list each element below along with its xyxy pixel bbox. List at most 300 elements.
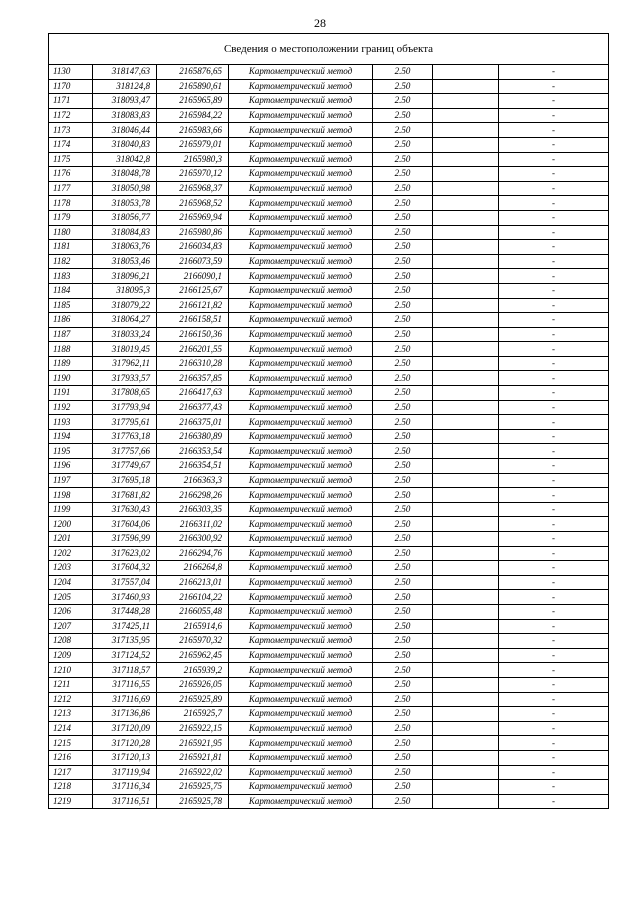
y-coordinate-cell: 2166357,85 <box>157 371 229 386</box>
point-number-cell: 1198 <box>49 488 93 503</box>
point-number-cell: 1200 <box>49 517 93 532</box>
error-cell: 2.50 <box>373 65 433 80</box>
point-number-cell: 1188 <box>49 342 93 357</box>
error-cell: 2.50 <box>373 517 433 532</box>
x-coordinate-cell: 318079,22 <box>93 298 157 313</box>
table-row <box>49 327 609 342</box>
x-coordinate-cell: 318147,63 <box>93 65 157 80</box>
description-cell <box>433 429 499 444</box>
table-row <box>49 721 609 736</box>
extra-cell: - <box>499 736 609 751</box>
error-cell: 2.50 <box>373 459 433 474</box>
y-coordinate-cell: 2165925,78 <box>157 794 229 809</box>
method-cell: Картометрический метод <box>229 79 373 94</box>
x-coordinate-cell: 317124,52 <box>93 648 157 663</box>
y-coordinate-cell: 2165922,15 <box>157 721 229 736</box>
extra-cell: - <box>499 590 609 605</box>
point-number-cell: 1205 <box>49 590 93 605</box>
table-row <box>49 663 609 678</box>
extra-cell: - <box>499 575 609 590</box>
method-cell: Картометрический метод <box>229 298 373 313</box>
y-coordinate-cell: 2165968,52 <box>157 196 229 211</box>
point-number-cell: 1173 <box>49 123 93 138</box>
x-coordinate-cell: 318084,83 <box>93 225 157 240</box>
method-cell: Картометрический метод <box>229 473 373 488</box>
error-cell: 2.50 <box>373 196 433 211</box>
extra-cell: - <box>499 313 609 328</box>
error-cell: 2.50 <box>373 794 433 809</box>
error-cell: 2.50 <box>373 604 433 619</box>
x-coordinate-cell: 317604,32 <box>93 561 157 576</box>
description-cell <box>433 561 499 576</box>
method-cell: Картометрический метод <box>229 167 373 182</box>
method-cell: Картометрический метод <box>229 415 373 430</box>
error-cell: 2.50 <box>373 400 433 415</box>
point-number-cell: 1194 <box>49 429 93 444</box>
description-cell <box>433 459 499 474</box>
table-row <box>49 123 609 138</box>
y-coordinate-cell: 2166201,55 <box>157 342 229 357</box>
error-cell: 2.50 <box>373 152 433 167</box>
extra-cell: - <box>499 648 609 663</box>
error-cell: 2.50 <box>373 546 433 561</box>
method-cell: Картометрический метод <box>229 386 373 401</box>
error-cell: 2.50 <box>373 108 433 123</box>
table-row <box>49 444 609 459</box>
x-coordinate-cell: 317630,43 <box>93 502 157 517</box>
point-number-cell: 1201 <box>49 532 93 547</box>
point-number-cell: 1214 <box>49 721 93 736</box>
table-row <box>49 707 609 722</box>
y-coordinate-cell: 2166213,01 <box>157 575 229 590</box>
point-number-cell: 1206 <box>49 604 93 619</box>
description-cell <box>433 65 499 80</box>
method-cell: Картометрический метод <box>229 634 373 649</box>
y-coordinate-cell: 2166353,54 <box>157 444 229 459</box>
method-cell: Картометрический метод <box>229 371 373 386</box>
table-row <box>49 356 609 371</box>
error-cell: 2.50 <box>373 181 433 196</box>
description-cell <box>433 604 499 619</box>
error-cell: 2.50 <box>373 532 433 547</box>
y-coordinate-cell: 2166310,28 <box>157 356 229 371</box>
extra-cell: - <box>499 459 609 474</box>
error-cell: 2.50 <box>373 313 433 328</box>
extra-cell: - <box>499 210 609 225</box>
description-cell <box>433 210 499 225</box>
description-cell <box>433 313 499 328</box>
table-row <box>49 473 609 488</box>
table-row <box>49 298 609 313</box>
table-row <box>49 648 609 663</box>
point-number-cell: 1171 <box>49 94 93 109</box>
description-cell <box>433 108 499 123</box>
table-row <box>49 167 609 182</box>
extra-cell: - <box>499 283 609 298</box>
y-coordinate-cell: 2166034,83 <box>157 240 229 255</box>
table-row <box>49 400 609 415</box>
point-number-cell: 1184 <box>49 283 93 298</box>
point-number-cell: 1185 <box>49 298 93 313</box>
extra-cell: - <box>499 619 609 634</box>
x-coordinate-cell: 317962,11 <box>93 356 157 371</box>
table-row <box>49 532 609 547</box>
description-cell <box>433 79 499 94</box>
point-number-cell: 1218 <box>49 780 93 795</box>
point-number-cell: 1219 <box>49 794 93 809</box>
error-cell: 2.50 <box>373 721 433 736</box>
description-cell <box>433 415 499 430</box>
description-cell <box>433 707 499 722</box>
table-row <box>49 765 609 780</box>
error-cell: 2.50 <box>373 327 433 342</box>
x-coordinate-cell: 317604,06 <box>93 517 157 532</box>
table-body <box>49 34 609 809</box>
y-coordinate-cell: 2166363,3 <box>157 473 229 488</box>
description-cell <box>433 181 499 196</box>
point-number-cell: 1193 <box>49 415 93 430</box>
method-cell: Картометрический метод <box>229 400 373 415</box>
extra-cell: - <box>499 692 609 707</box>
table-row <box>49 240 609 255</box>
extra-cell: - <box>499 415 609 430</box>
description-cell <box>433 502 499 517</box>
x-coordinate-cell: 318033,24 <box>93 327 157 342</box>
point-number-cell: 1213 <box>49 707 93 722</box>
table-row <box>49 181 609 196</box>
error-cell: 2.50 <box>373 736 433 751</box>
x-coordinate-cell: 317425,11 <box>93 619 157 634</box>
table-row <box>49 342 609 357</box>
error-cell: 2.50 <box>373 488 433 503</box>
table-row <box>49 415 609 430</box>
extra-cell: - <box>499 386 609 401</box>
table-row <box>49 677 609 692</box>
y-coordinate-cell: 2165965,89 <box>157 94 229 109</box>
method-cell: Картометрический метод <box>229 561 373 576</box>
table-row <box>49 94 609 109</box>
x-coordinate-cell: 317120,09 <box>93 721 157 736</box>
method-cell: Картометрический метод <box>229 283 373 298</box>
description-cell <box>433 532 499 547</box>
point-number-cell: 1217 <box>49 765 93 780</box>
y-coordinate-cell: 2166055,48 <box>157 604 229 619</box>
x-coordinate-cell: 317757,66 <box>93 444 157 459</box>
y-coordinate-cell: 2166354,51 <box>157 459 229 474</box>
error-cell: 2.50 <box>373 780 433 795</box>
table-row <box>49 590 609 605</box>
error-cell: 2.50 <box>373 590 433 605</box>
error-cell: 2.50 <box>373 561 433 576</box>
x-coordinate-cell: 317116,55 <box>93 677 157 692</box>
y-coordinate-cell: 2166311,02 <box>157 517 229 532</box>
y-coordinate-cell: 2165962,45 <box>157 648 229 663</box>
x-coordinate-cell: 318093,47 <box>93 94 157 109</box>
extra-cell: - <box>499 546 609 561</box>
description-cell <box>433 794 499 809</box>
method-cell: Картометрический метод <box>229 269 373 284</box>
x-coordinate-cell: 317116,69 <box>93 692 157 707</box>
error-cell: 2.50 <box>373 254 433 269</box>
method-cell: Картометрический метод <box>229 356 373 371</box>
point-number-cell: 1209 <box>49 648 93 663</box>
description-cell <box>433 736 499 751</box>
x-coordinate-cell: 317749,67 <box>93 459 157 474</box>
table-row <box>49 502 609 517</box>
description-cell <box>433 225 499 240</box>
extra-cell: - <box>499 181 609 196</box>
extra-cell: - <box>499 634 609 649</box>
y-coordinate-cell: 2166294,76 <box>157 546 229 561</box>
y-coordinate-cell: 2165890,61 <box>157 79 229 94</box>
method-cell: Картометрический метод <box>229 794 373 809</box>
point-number-cell: 1216 <box>49 750 93 765</box>
table-row <box>49 196 609 211</box>
method-cell: Картометрический метод <box>229 546 373 561</box>
extra-cell: - <box>499 79 609 94</box>
error-cell: 2.50 <box>373 371 433 386</box>
point-number-cell: 1192 <box>49 400 93 415</box>
description-cell <box>433 780 499 795</box>
point-number-cell: 1176 <box>49 167 93 182</box>
table-title-row <box>49 34 609 65</box>
description-cell <box>433 283 499 298</box>
method-cell: Картометрический метод <box>229 94 373 109</box>
extra-cell: - <box>499 707 609 722</box>
extra-cell: - <box>499 502 609 517</box>
table-row <box>49 619 609 634</box>
method-cell: Картометрический метод <box>229 444 373 459</box>
x-coordinate-cell: 318056,77 <box>93 210 157 225</box>
y-coordinate-cell: 2165921,81 <box>157 750 229 765</box>
table-row <box>49 65 609 80</box>
error-cell: 2.50 <box>373 269 433 284</box>
error-cell: 2.50 <box>373 648 433 663</box>
method-cell: Картометрический метод <box>229 327 373 342</box>
error-cell: 2.50 <box>373 342 433 357</box>
table-row <box>49 575 609 590</box>
error-cell: 2.50 <box>373 677 433 692</box>
point-number-cell: 1189 <box>49 356 93 371</box>
x-coordinate-cell: 317136,86 <box>93 707 157 722</box>
extra-cell: - <box>499 137 609 152</box>
method-cell: Картометрический метод <box>229 517 373 532</box>
description-cell <box>433 473 499 488</box>
y-coordinate-cell: 2166377,43 <box>157 400 229 415</box>
point-number-cell: 1179 <box>49 210 93 225</box>
table-row <box>49 634 609 649</box>
description-cell <box>433 254 499 269</box>
x-coordinate-cell: 317460,93 <box>93 590 157 605</box>
method-cell: Картометрический метод <box>229 459 373 474</box>
error-cell: 2.50 <box>373 707 433 722</box>
method-cell: Картометрический метод <box>229 65 373 80</box>
point-number-cell: 1181 <box>49 240 93 255</box>
table-row <box>49 546 609 561</box>
table-row <box>49 750 609 765</box>
x-coordinate-cell: 317808,65 <box>93 386 157 401</box>
method-cell: Картометрический метод <box>229 210 373 225</box>
y-coordinate-cell: 2165926,05 <box>157 677 229 692</box>
error-cell: 2.50 <box>373 283 433 298</box>
point-number-cell: 1170 <box>49 79 93 94</box>
method-cell: Картометрический метод <box>229 780 373 795</box>
method-cell: Картометрический метод <box>229 677 373 692</box>
method-cell: Картометрический метод <box>229 342 373 357</box>
table-row <box>49 780 609 795</box>
x-coordinate-cell: 318048,78 <box>93 167 157 182</box>
x-coordinate-cell: 317596,99 <box>93 532 157 547</box>
description-cell <box>433 356 499 371</box>
x-coordinate-cell: 317119,94 <box>93 765 157 780</box>
point-number-cell: 1204 <box>49 575 93 590</box>
table-row <box>49 137 609 152</box>
description-cell <box>433 386 499 401</box>
method-cell: Картометрический метод <box>229 240 373 255</box>
description-cell <box>433 123 499 138</box>
method-cell: Картометрический метод <box>229 254 373 269</box>
x-coordinate-cell: 317695,18 <box>93 473 157 488</box>
x-coordinate-cell: 317623,02 <box>93 546 157 561</box>
extra-cell: - <box>499 780 609 795</box>
method-cell: Картометрический метод <box>229 590 373 605</box>
x-coordinate-cell: 317681,82 <box>93 488 157 503</box>
description-cell <box>433 634 499 649</box>
y-coordinate-cell: 2165980,86 <box>157 225 229 240</box>
description-cell <box>433 137 499 152</box>
y-coordinate-cell: 2166125,67 <box>157 283 229 298</box>
description-cell <box>433 298 499 313</box>
description-cell <box>433 269 499 284</box>
description-cell <box>433 648 499 663</box>
method-cell: Картометрический метод <box>229 750 373 765</box>
error-cell: 2.50 <box>373 750 433 765</box>
point-number-cell: 1172 <box>49 108 93 123</box>
extra-cell: - <box>499 561 609 576</box>
boundary-coordinates-table <box>48 33 609 809</box>
x-coordinate-cell: 317118,57 <box>93 663 157 678</box>
x-coordinate-cell: 317448,28 <box>93 604 157 619</box>
extra-cell: - <box>499 444 609 459</box>
extra-cell: - <box>499 765 609 780</box>
method-cell: Картометрический метод <box>229 532 373 547</box>
x-coordinate-cell: 317120,28 <box>93 736 157 751</box>
y-coordinate-cell: 2166300,92 <box>157 532 229 547</box>
x-coordinate-cell: 317557,04 <box>93 575 157 590</box>
y-coordinate-cell: 2166303,35 <box>157 502 229 517</box>
description-cell <box>433 167 499 182</box>
extra-cell: - <box>499 721 609 736</box>
page-number: 28 <box>314 16 326 30</box>
description-cell <box>433 488 499 503</box>
y-coordinate-cell: 2165968,37 <box>157 181 229 196</box>
method-cell: Картометрический метод <box>229 604 373 619</box>
method-cell: Картометрический метод <box>229 736 373 751</box>
error-cell: 2.50 <box>373 765 433 780</box>
y-coordinate-cell: 2165983,66 <box>157 123 229 138</box>
x-coordinate-cell: 317763,18 <box>93 429 157 444</box>
table-row <box>49 269 609 284</box>
extra-cell: - <box>499 356 609 371</box>
description-cell <box>433 517 499 532</box>
table-row <box>49 371 609 386</box>
error-cell: 2.50 <box>373 415 433 430</box>
y-coordinate-cell: 2165922,02 <box>157 765 229 780</box>
extra-cell: - <box>499 794 609 809</box>
point-number-cell: 1208 <box>49 634 93 649</box>
table-row <box>49 794 609 809</box>
table-row <box>49 604 609 619</box>
y-coordinate-cell: 2165876,65 <box>157 65 229 80</box>
point-number-cell: 1178 <box>49 196 93 211</box>
method-cell: Картометрический метод <box>229 152 373 167</box>
y-coordinate-cell: 2165921,95 <box>157 736 229 751</box>
x-coordinate-cell: 318046,44 <box>93 123 157 138</box>
point-number-cell: 1196 <box>49 459 93 474</box>
x-coordinate-cell: 317933,57 <box>93 371 157 386</box>
point-number-cell: 1210 <box>49 663 93 678</box>
table-row <box>49 736 609 751</box>
method-cell: Картометрический метод <box>229 648 373 663</box>
extra-cell: - <box>499 254 609 269</box>
y-coordinate-cell: 2165979,01 <box>157 137 229 152</box>
description-cell <box>433 750 499 765</box>
method-cell: Картометрический метод <box>229 108 373 123</box>
method-cell: Картометрический метод <box>229 429 373 444</box>
error-cell: 2.50 <box>373 429 433 444</box>
method-cell: Картометрический метод <box>229 692 373 707</box>
table-row <box>49 313 609 328</box>
point-number-cell: 1199 <box>49 502 93 517</box>
error-cell: 2.50 <box>373 94 433 109</box>
extra-cell: - <box>499 269 609 284</box>
y-coordinate-cell: 2166375,01 <box>157 415 229 430</box>
description-cell <box>433 575 499 590</box>
method-cell: Картометрический метод <box>229 196 373 211</box>
y-coordinate-cell: 2165925,75 <box>157 780 229 795</box>
point-number-cell: 1197 <box>49 473 93 488</box>
error-cell: 2.50 <box>373 79 433 94</box>
x-coordinate-cell: 317116,34 <box>93 780 157 795</box>
x-coordinate-cell: 318050,98 <box>93 181 157 196</box>
point-number-cell: 1180 <box>49 225 93 240</box>
table-row <box>49 517 609 532</box>
table-row <box>49 386 609 401</box>
extra-cell: - <box>499 167 609 182</box>
y-coordinate-cell: 2166090,1 <box>157 269 229 284</box>
x-coordinate-cell: 317116,51 <box>93 794 157 809</box>
point-number-cell: 1175 <box>49 152 93 167</box>
error-cell: 2.50 <box>373 473 433 488</box>
x-coordinate-cell: 318053,46 <box>93 254 157 269</box>
table-row <box>49 692 609 707</box>
extra-cell: - <box>499 429 609 444</box>
method-cell: Картометрический метод <box>229 663 373 678</box>
table-row <box>49 152 609 167</box>
method-cell: Картометрический метод <box>229 765 373 780</box>
point-number-cell: 1183 <box>49 269 93 284</box>
table-row <box>49 79 609 94</box>
extra-cell: - <box>499 604 609 619</box>
extra-cell: - <box>499 517 609 532</box>
extra-cell: - <box>499 240 609 255</box>
point-number-cell: 1186 <box>49 313 93 328</box>
extra-cell: - <box>499 123 609 138</box>
extra-cell: - <box>499 663 609 678</box>
y-coordinate-cell: 2166298,26 <box>157 488 229 503</box>
description-cell <box>433 444 499 459</box>
y-coordinate-cell: 2166264,8 <box>157 561 229 576</box>
